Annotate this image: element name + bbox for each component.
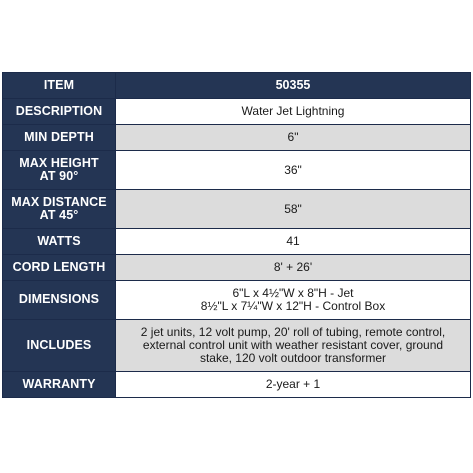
dimensions-control-box: 8½"L x 7¼"W x 12"H - Control Box: [200, 299, 386, 313]
cord-length-label: CORD LENGTH: [3, 255, 116, 281]
table-row-cord-length: [3, 255, 471, 281]
includes-value: [116, 320, 471, 372]
max-distance-label-line-1: MAX DISTANCE: [11, 194, 107, 209]
includes-line-2: external control unit with weather resistant cover, ground: [142, 338, 444, 353]
max-height-label-line-2: AT 90°: [39, 169, 79, 183]
max-distance-value: 58": [116, 190, 471, 229]
min-depth-label: MIN DEPTH: [3, 125, 116, 151]
max-distance-label: [3, 190, 116, 229]
dimensions-jet: 6"L x 4½"W x 8"H - Jet: [232, 286, 354, 301]
min-depth-value: 6": [116, 125, 471, 151]
max-height-value: 36": [116, 151, 471, 190]
max-height-label: [3, 151, 116, 190]
includes-line-1: 2 jet units, 12 volt pump, 20' roll of tubing, remote control,: [140, 325, 446, 340]
table-row-description: [3, 99, 471, 125]
warranty-label: WARRANTY: [3, 372, 116, 398]
product-spec-table: [2, 72, 471, 398]
max-height-label-line-1: MAX HEIGHT: [19, 155, 99, 170]
description-label: DESCRIPTION: [3, 99, 116, 125]
item-label: ITEM: [3, 73, 116, 99]
watts-label: WATTS: [3, 229, 116, 255]
includes-label: INCLUDES: [3, 320, 116, 372]
cord-length-value: 8' + 26': [116, 255, 471, 281]
table-row-min-depth: [3, 125, 471, 151]
max-distance-label-line-2: AT 45°: [39, 208, 79, 222]
table-row-max-distance: [3, 190, 471, 229]
table-row-max-height: [3, 151, 471, 190]
watts-value: 41: [116, 229, 471, 255]
includes-line-3: stake, 120 volt outdoor transformer: [199, 350, 387, 365]
dimensions-label: DIMENSIONS: [3, 281, 116, 320]
table-row-includes: [3, 320, 471, 372]
table-row-warranty: [3, 372, 471, 398]
table-row-item: [3, 73, 471, 99]
warranty-value: 2-year + 1: [116, 372, 471, 398]
table-row-watts: [3, 229, 471, 255]
dimensions-value: [116, 281, 471, 320]
table-row-dimensions: [3, 281, 471, 320]
description-value: Water Jet Lightning: [116, 99, 471, 125]
item-number: 50355: [116, 73, 471, 99]
